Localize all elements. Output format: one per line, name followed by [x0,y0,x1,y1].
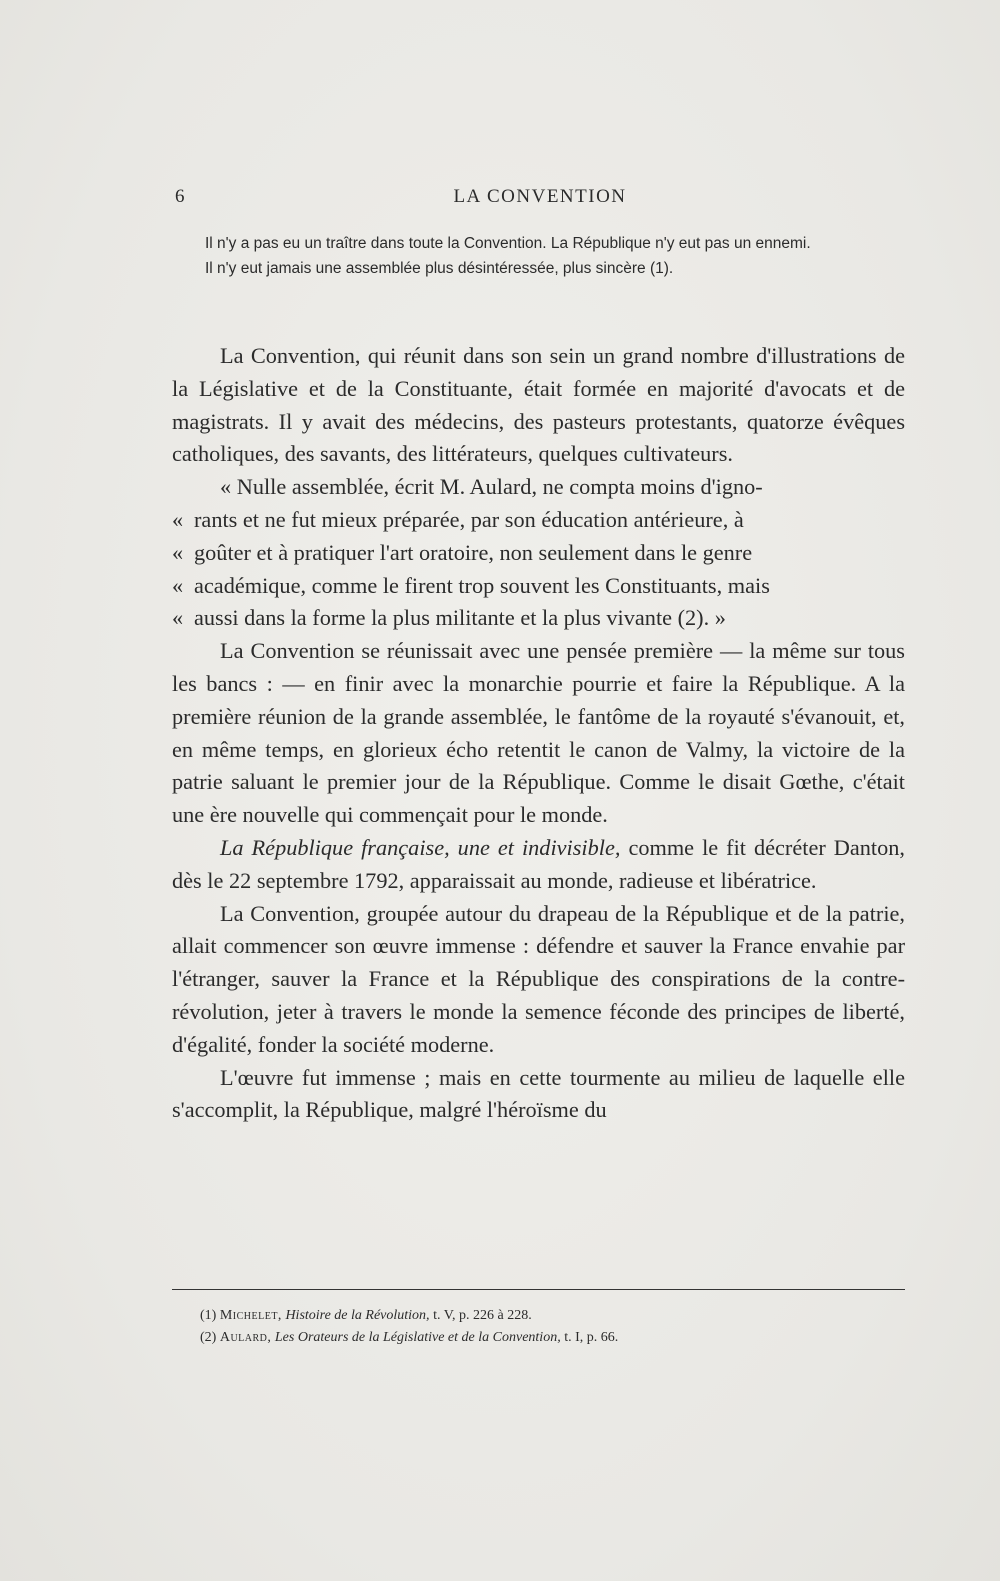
quote-line-2 [172,504,905,537]
page-header [175,186,905,210]
epigraph [172,231,905,281]
running-title: LA CONVENTION [453,186,627,207]
quote-line-5-text: aussi dans la forme la plus militante et la plus vivante (2). » [194,605,726,631]
footnote-2-author: Aulard, [219,1330,272,1345]
footnote-1-ref: t. V, p. 226 à 228. [429,1308,532,1323]
page-number: 6 [175,186,186,207]
paragraph-5: La Convention, groupée autour du drapeau de la République et de la patrie, allait commencer son œuvre immense : défendre et sauver la France envahie par l'étranger, sauver la France et la République des conspirations de la contre-révolution, jeter à travers le monde la semence féconde des principes de liberté, d'égalité, fonder la société moderne. [172,900,905,1057]
footnote-1-author: Michelet, [219,1308,282,1323]
paragraph-4-rest: comme le fit décréter Danton, dès le 22 septembre 1792, apparaissait au monde, radieuse et libératrice. [172,834,905,893]
quote-line-4 [172,570,905,603]
footnote-rule [172,1289,905,1290]
quote-line-3-text: goûter et à pratiquer l'art oratoire, non seulement dans le genre [194,539,753,565]
quote-line-1: « Nulle assemblée, écrit M. Aulard, ne compta moins d'igno- [220,474,763,500]
paragraph-6: L'œuvre fut immense ; mais en cette tourmente au milieu de laquelle elle s'accomplit, la République, malgré l'héroïsme du [172,1064,905,1123]
main-text [172,340,905,1127]
footnote-1-marker: (1) [200,1308,217,1323]
footnote-2-marker: (2) [200,1330,217,1345]
quote-mark: « [172,572,184,598]
footnote-1 [200,1305,900,1327]
epigraph-line-2: Il n'y eut jamais une assemblée plus désintéressée, plus sincère (1). [205,260,674,277]
footnote-1-title: Histoire de la Révolution, [285,1308,430,1323]
paragraph-4-italic: La République française, une et indivisible, [220,834,621,860]
quote-mark: « [172,506,184,532]
paragraph-3: La Convention se réunissait avec une pensée première — la même sur tous les bancs : — en finir avec la monarchie pourrie et faire la République. A la première réunion de la grande assemblée, le fantôme de la royauté s'évanouit, et, en même temps, en glorieux écho retentit le canon de Valmy, la victoire de la patrie saluant le premier jour de la République. Comme le disait Gœthe, c'était une ère nouvelle qui commençait pour le monde. [172,638,905,828]
footnotes [200,1305,900,1349]
quote-mark: « [172,605,184,631]
footnote-2-ref: t. I, p. 66. [560,1330,619,1345]
paragraph-1: La Convention, qui réunit dans son sein un grand nombre d'illustrations de la Législative et de la Constituante, était formée en majorité d'avocats et de magistrats. Il y avait des médecins, des pasteurs protestants, quatorze évêques catholiques, des savants, des littérateurs, quelques cultivateurs. [172,343,905,467]
footnote-2-title: Les Orateurs de la Législative et de la Convention, [274,1330,561,1345]
footnote-2 [200,1327,900,1349]
quote-line-3 [172,537,905,570]
quote-line-4-text: académique, comme le firent trop souvent les Constituants, mais [194,572,770,598]
paragraph-4 [172,832,905,898]
quote-line-2-text: rants et ne fut mieux préparée, par son éducation antérieure, à [194,506,744,532]
epigraph-line-1: Il n'y a pas eu un traître dans toute la Convention. La République n'y eut pas un ennemi. [205,235,811,252]
quote-line-5 [172,602,905,635]
quote-mark: « [172,539,184,565]
